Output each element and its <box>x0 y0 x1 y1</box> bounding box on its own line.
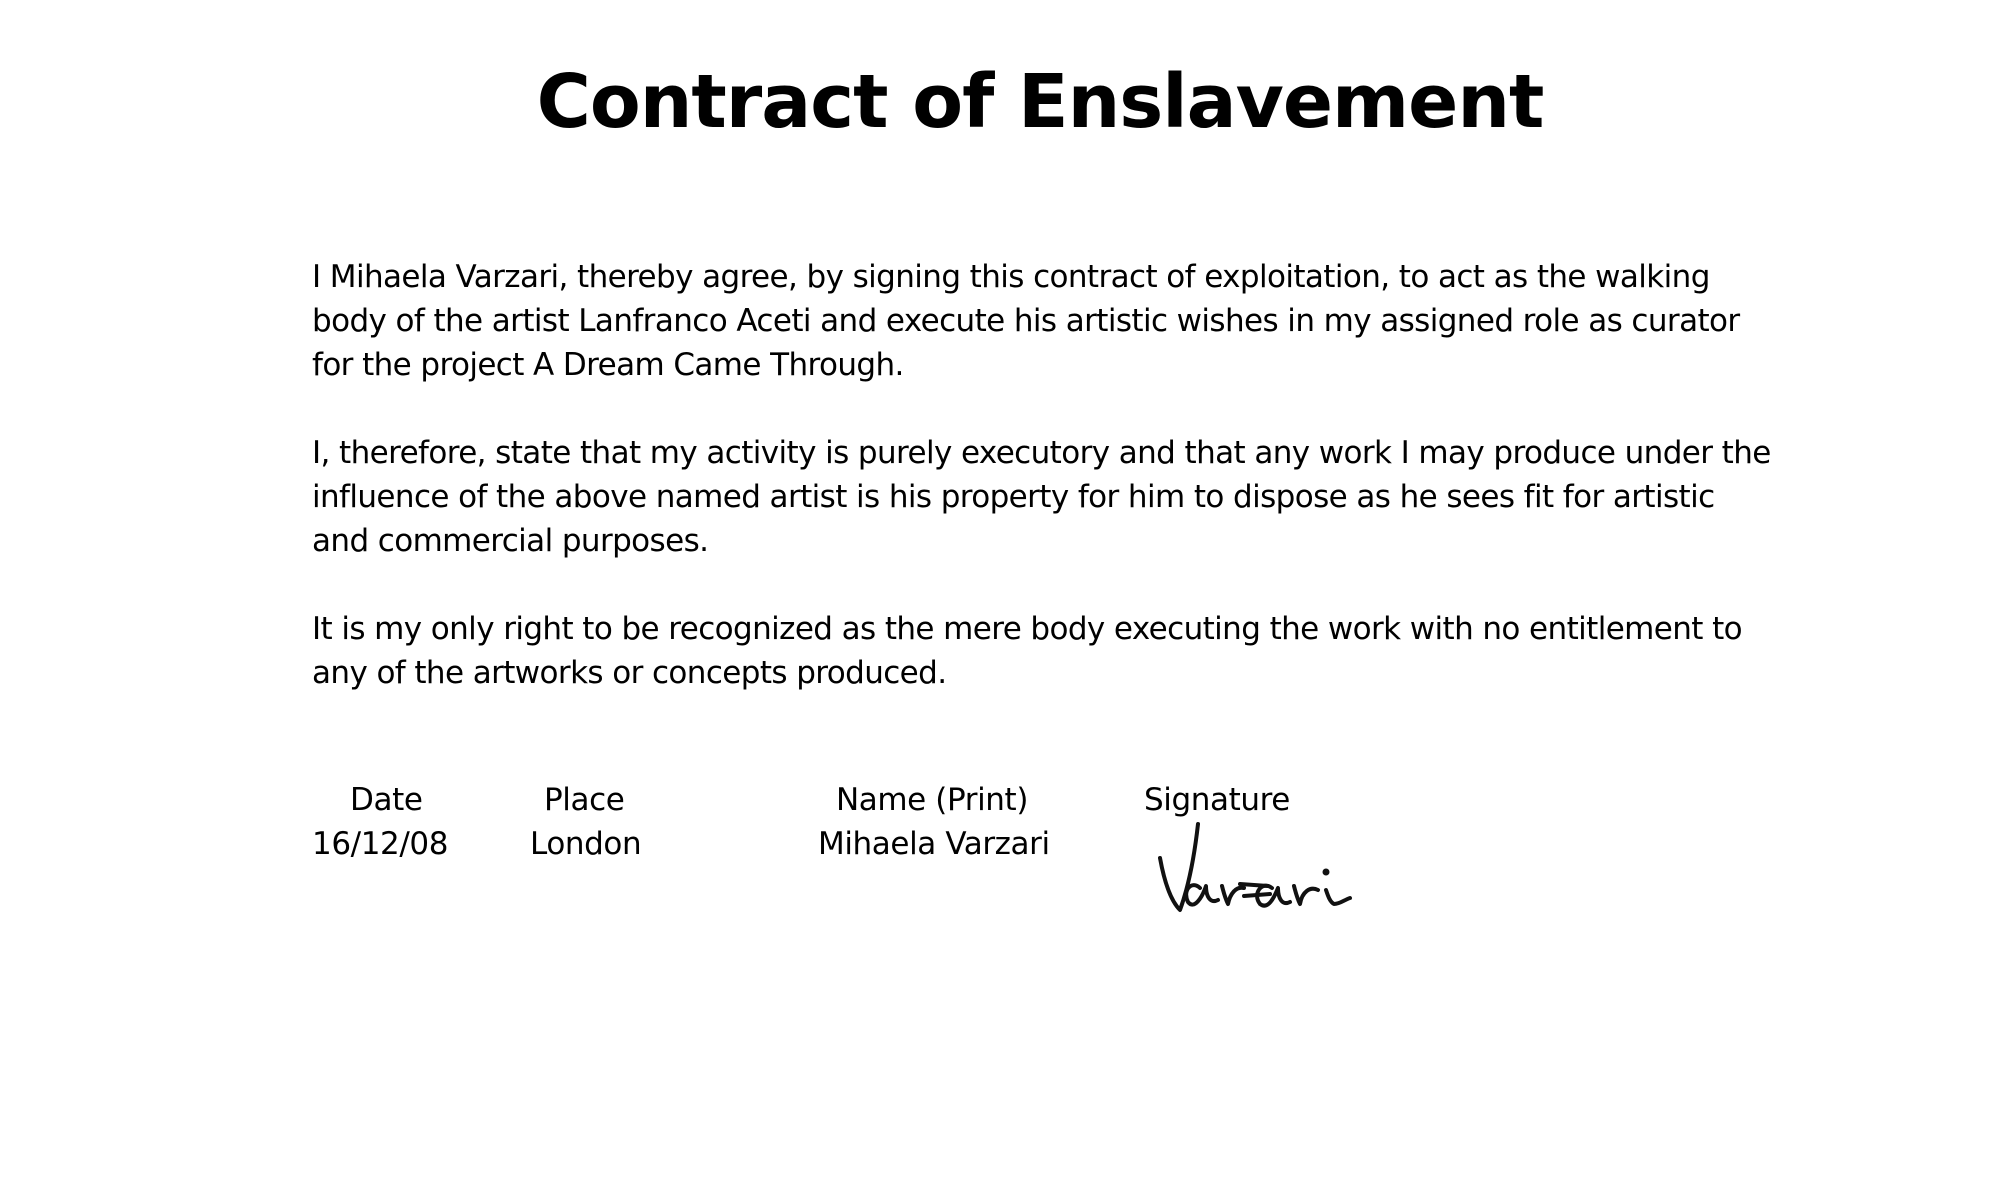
contract-body <box>312 255 1772 739</box>
place-label: Place <box>544 782 625 818</box>
paragraph-executory-statement: I, therefore, state that my activity is purely executory and that any work I may produce under the influence of the above named artist is his property for him to dispose as he sees fit for artistic and commercial purposes. <box>312 435 1771 559</box>
place-value: London <box>530 826 642 862</box>
name-print-label: Name (Print) <box>836 782 1029 818</box>
date-label: Date <box>350 782 423 818</box>
name-print-value: Mihaela Varzari <box>818 826 1050 862</box>
paragraph-rights: It is my only right to be recognized as the mere body executing the work with no entitlement to any of the artworks or concepts produced. <box>312 611 1743 691</box>
signature-label: Signature <box>1144 782 1290 818</box>
paragraph-agreement: I Mihaela Varzari, thereby agree, by signing this contract of exploitation, to act as the walking body of the artist Lanfranco Aceti and execute his artistic wishes in my assigned role as curator for the project A Dream Came Through. <box>312 259 1740 383</box>
handwritten-signature <box>1140 818 1380 918</box>
date-value: 16/12/08 <box>312 826 449 862</box>
document-title: Contract of Enslavement <box>536 59 1544 145</box>
